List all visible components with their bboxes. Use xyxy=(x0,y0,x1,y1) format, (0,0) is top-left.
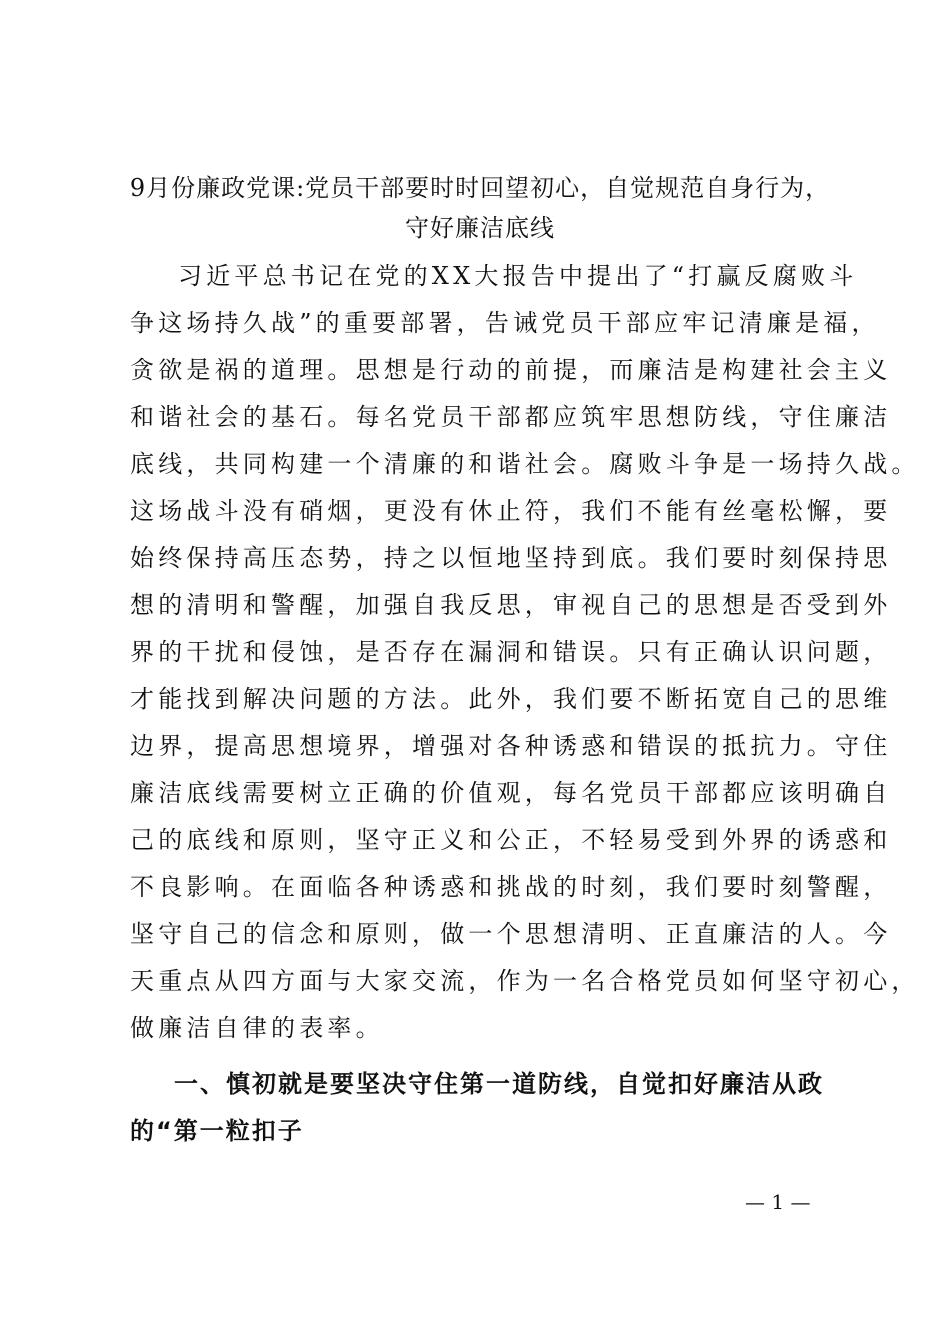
document-title-line-1: 9月份廉政党课:党员干部要时时回望初心，自觉规范自身行为， xyxy=(129,174,831,202)
paragraph-line: 争这场持久战”的重要部署，告诫党员干部应牢记清廉是福， xyxy=(130,309,880,337)
paragraph-line: 这场战斗没有硝烟，更没有休止符，我们不能有丝毫松懈，要 xyxy=(130,497,892,525)
paragraph-line: 边界，提高思想境界，增强对各种诱惑和错误的抵抗力。守住 xyxy=(130,732,892,760)
paragraph-line: 始终保持高压态势，持之以恒地坚持到底。我们要时刻保持思 xyxy=(130,544,892,572)
page-number: — 1 — xyxy=(745,1190,811,1214)
paragraph-line: 想的清明和警醒，加强自我反思，审视自己的思想是否受到外 xyxy=(130,591,892,619)
paragraph-line: 坚守自己的信念和原则，做一个思想清明、正直廉洁的人。今 xyxy=(130,920,892,948)
paragraph-line: 己的底线和原则，坚守正义和公正，不轻易受到外界的诱惑和 xyxy=(130,826,892,854)
paragraph-line: 天重点从四方面与大家交流，作为一名合格党员如何坚守初心， xyxy=(130,967,920,995)
paragraph-line: 和谐社会的基石。每名党员干部都应筑牢思想防线，守住廉洁 xyxy=(130,403,892,431)
document-title-line-2: 守好廉洁底线 xyxy=(405,214,555,242)
section-heading-line-2: 的“第一粒扣子 xyxy=(130,1117,304,1145)
paragraph-line: 习近平总书记在党的XX大报告中提出了“打赢反腐败斗 xyxy=(178,262,858,290)
paragraph-line: 才能找到解决问题的方法。此外，我们要不断拓宽自己的思维 xyxy=(130,685,892,713)
paragraph-line: 贪欲是祸的道理。思想是行动的前提，而廉洁是构建社会主义 xyxy=(130,356,892,384)
paragraph-line: 廉洁底线需要树立正确的价值观，每名党员干部都应该明确自 xyxy=(130,779,892,807)
paragraph-line: 不良影响。在面临各种诱惑和挑战的时刻，我们要时刻警醒， xyxy=(130,873,892,901)
paragraph-line: 底线，共同构建一个清廉的和谐社会。腐败斗争是一场持久战。 xyxy=(130,450,920,478)
paragraph-line: 做廉洁自律的表率。 xyxy=(130,1014,384,1042)
section-heading-line-1: 一、慎初就是要坚决守住第一道防线，自觉扣好廉洁从政 xyxy=(174,1070,824,1098)
paragraph-line: 界的干扰和侵蚀，是否存在漏洞和错误。只有正确认识问题， xyxy=(130,638,892,666)
